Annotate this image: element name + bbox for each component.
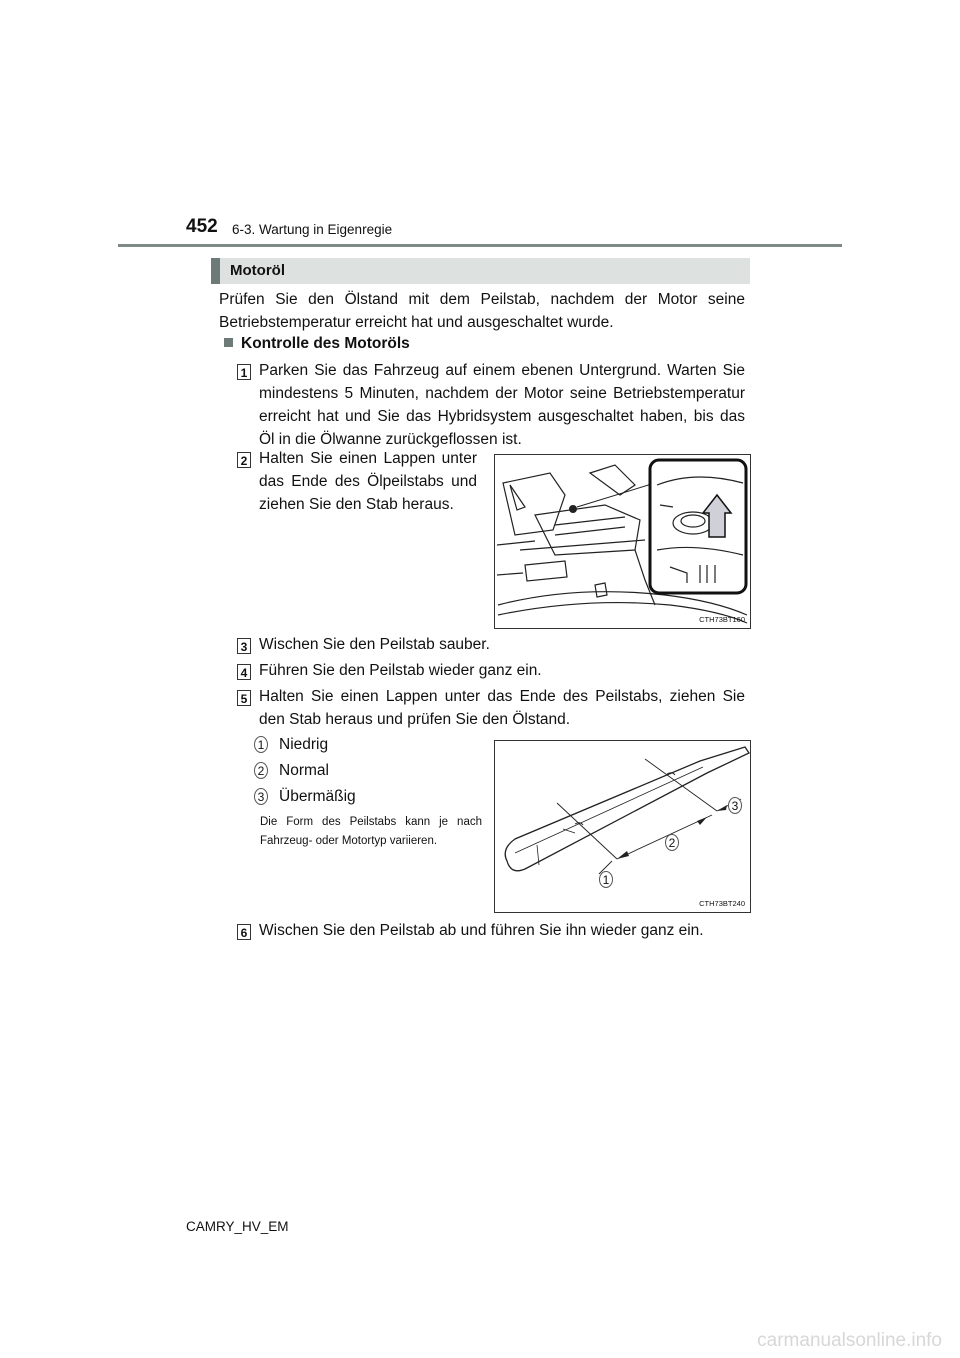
dipstick-illustration: [495, 741, 750, 912]
step-text-4: Führen Sie den Peilstab wieder ganz ein.: [259, 662, 542, 679]
level-label: Niedrig: [279, 736, 329, 753]
figure-code: CTH73BT160: [699, 615, 745, 624]
level-label: Normal: [279, 762, 329, 779]
step-number-6: 6: [237, 924, 251, 940]
step-number-4: 4: [237, 664, 251, 680]
step-number-1: 1: [237, 364, 251, 380]
dipstick-note: Die Form des Peilstabs kann je nach Fahrzeug- oder Motortyp variieren.: [260, 816, 482, 847]
level-item-normal: [254, 762, 329, 780]
level-label: Übermäßig: [279, 788, 356, 805]
engine-bay-figure: [494, 454, 751, 629]
step-text-1: Parken Sie das Fahrzeug auf einem ebenen Untergrund. Warten Sie mindestens 5 Minuten, nachdem der Motor seine Betriebstemperatur erreicht hat und Sie das Hybridsystem ausgeschaltet haben, bis das Öl in die Ölwanne zurückgeflossen ist.: [259, 362, 745, 448]
subsection-heading: [224, 335, 410, 353]
figure-code: CTH73BT240: [699, 899, 745, 908]
level-item-low: [254, 736, 328, 754]
step-number-2: 2: [237, 452, 251, 468]
level-item-excessive: [254, 788, 356, 806]
step-text-2: Halten Sie einen Lappen unter das Ende des Ölpeilstabs und ziehen Sie den Stab heraus.: [259, 450, 477, 513]
step-text-5: Halten Sie einen Lappen unter das Ende des Peilstabs, ziehen Sie den Stab heraus und prüfen Sie den Ölstand.: [259, 688, 745, 728]
level-number: 3: [254, 788, 268, 805]
level-number: 1: [254, 736, 268, 753]
square-bullet-icon: [224, 338, 233, 347]
watermark: carmanualsonline.info: [757, 1330, 942, 1351]
step-text-3: Wischen Sie den Peilstab sauber.: [259, 636, 490, 653]
dipstick-label-normal: 2: [665, 834, 679, 851]
section-title: Motoröl: [230, 262, 285, 279]
dipstick-label-low: 1: [599, 871, 613, 888]
page-number: 452: [186, 216, 218, 237]
subsection-title: Kontrolle des Motoröls: [241, 335, 410, 352]
step-text-6: Wischen Sie den Peilstab ab und führen Sie ihn wieder ganz ein.: [259, 922, 704, 939]
dipstick-figure: [494, 740, 751, 913]
section-heading: [211, 258, 750, 284]
section-reference: 6-3. Wartung in Eigenregie: [232, 222, 393, 237]
dipstick-label-excessive: 3: [728, 797, 742, 814]
step-number-5: 5: [237, 690, 251, 706]
engine-bay-illustration: [495, 455, 750, 628]
intro-paragraph: Prüfen Sie den Ölstand mit dem Peilstab, nachdem der Motor seine Betriebstemperatur erreicht hat und ausgeschaltet wurde.: [219, 291, 745, 331]
level-number: 2: [254, 762, 268, 779]
header-divider: [118, 244, 842, 247]
step-number-3: 3: [237, 638, 251, 654]
footer-model-code: CAMRY_HV_EM: [186, 1219, 289, 1234]
